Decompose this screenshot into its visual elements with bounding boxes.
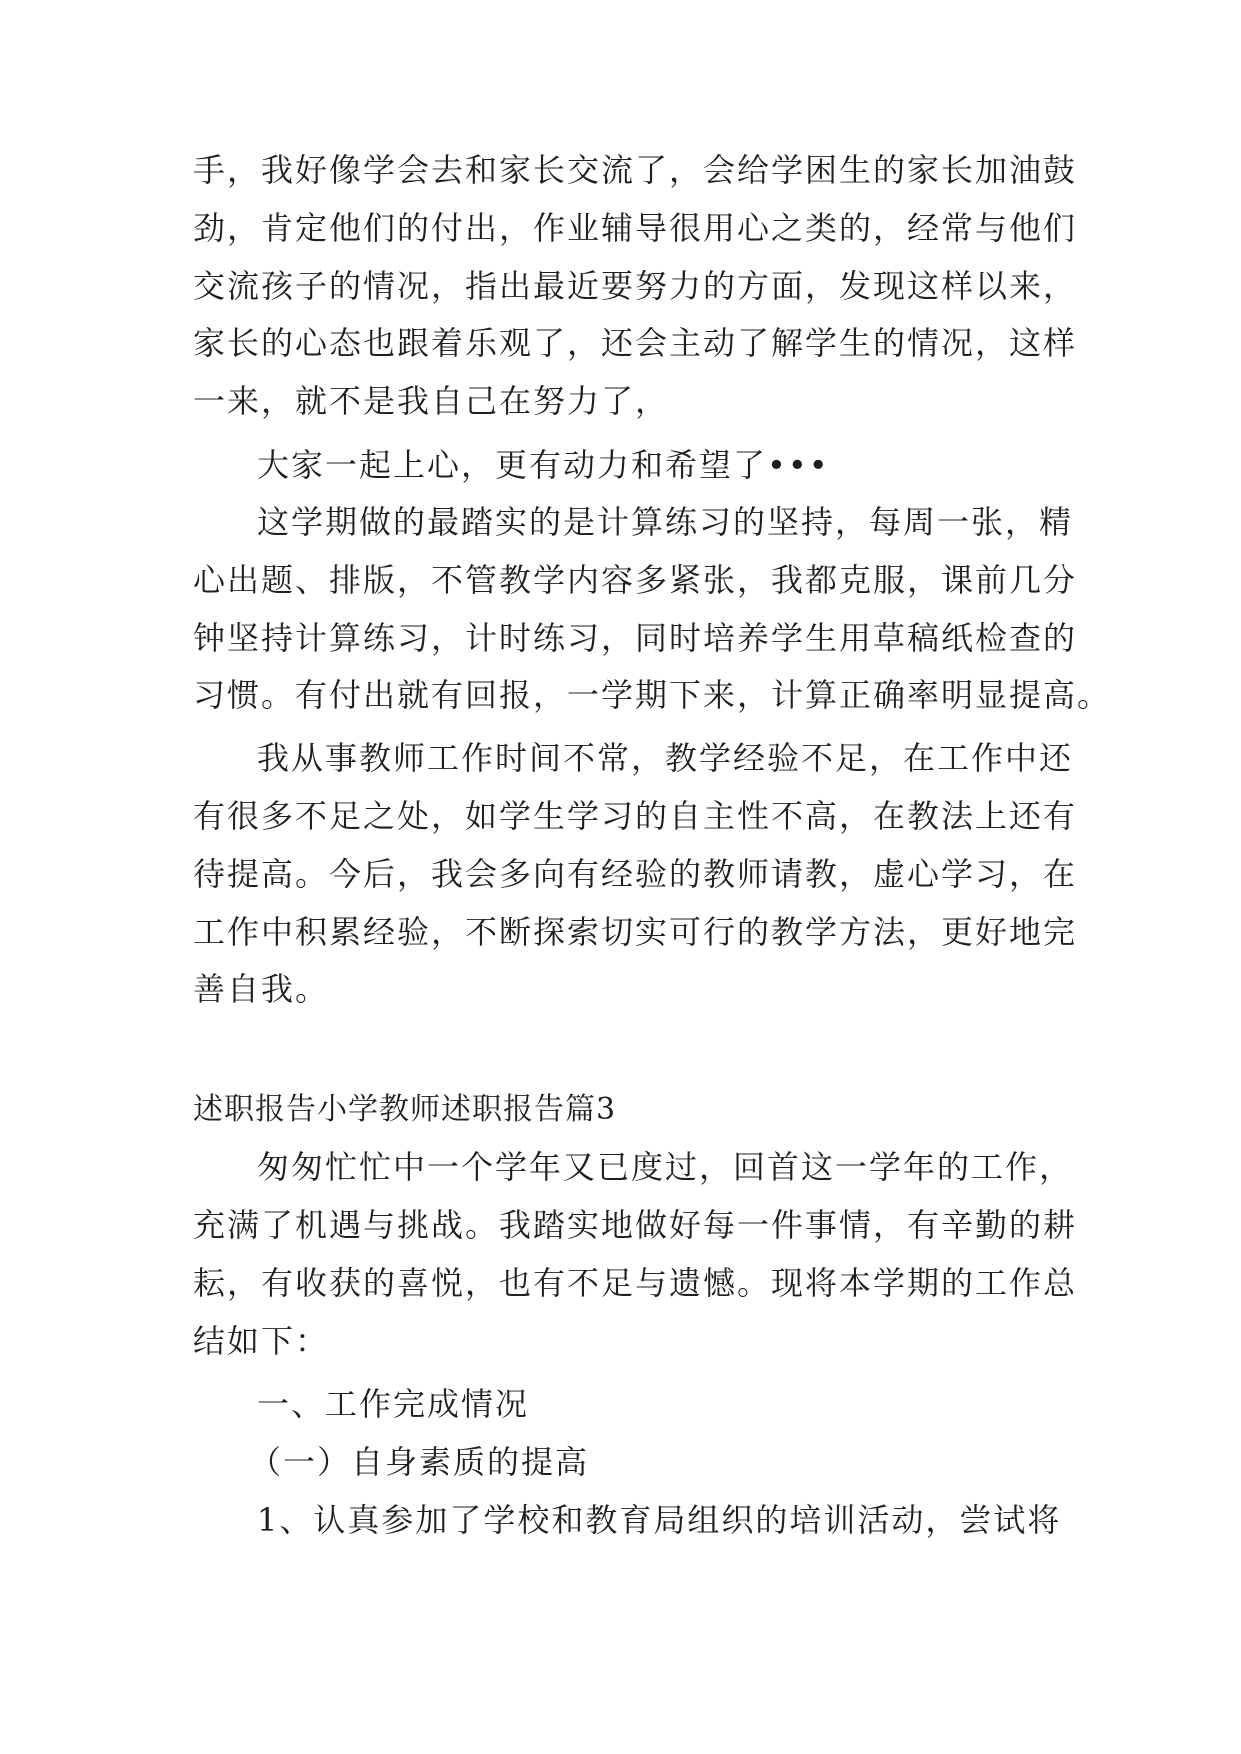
text-line: （一）自身素质的提高 [249, 1443, 590, 1481]
text-line: 这学期做的最踏实的是计算练习的坚持，每周一张，精 [257, 503, 1074, 541]
text-line: 家长的心态也跟着乐观了，还会主动了解学生的情况，这样 [193, 324, 1078, 362]
text-line: 我从事教师工作时间不常，教学经验不足，在工作中还 [257, 739, 1074, 777]
text-line: 耘，有收获的喜悦，也有不足与遗憾。现将本学期的工作总 [193, 1264, 1078, 1302]
text-line: 心出题、排版，不管教学内容多紧张，我都克服，课前几分 [193, 561, 1078, 599]
text-line: 习惯。有付出就有回报，一学期下来，计算正确率明显提高。 [193, 676, 1112, 714]
text-line: 劲，肯定他们的付出，作业辅导很用心之类的，经常与他们 [193, 209, 1078, 247]
text-line: 一、工作完成情况 [257, 1385, 530, 1423]
text-line: 1、认真参加了学校和教育局组织的培训活动，尝试将 [257, 1501, 1062, 1539]
text-line: 一来，就不是我自己在努力了， [193, 382, 670, 420]
text-line: 匆匆忙忙中一个学年又已度过，回首这一学年的工作， [257, 1148, 1074, 1186]
text-line: 大家一起上心，更有动力和希望了••• [257, 446, 830, 484]
section-heading: 述职报告小学教师述职报告篇3 [193, 1092, 617, 1127]
text-line: 待提高。今后，我会多向有经验的教师请教，虚心学习，在 [193, 855, 1078, 893]
text-line: 钟坚持计算练习，计时练习，同时培养学生用草稿纸检查的 [193, 619, 1078, 657]
text-line: 结如下： [193, 1322, 330, 1360]
text-line: 工作中积累经验，不断探索切实可行的教学方法，更好地完 [193, 913, 1078, 951]
text-line: 善自我。 [193, 970, 330, 1008]
text-line: 有很多不足之处，如学生学习的自主性不高，在教法上还有 [193, 797, 1078, 835]
text-line: 交流孩子的情况，指出最近要努力的方面，发现这样以来， [193, 267, 1078, 305]
text-line: 手，我好像学会去和家长交流了，会给学困生的家长加油鼓 [193, 151, 1078, 189]
text-line: 充满了机遇与挑战。我踏实地做好每一件事情，有辛勤的耕 [193, 1206, 1078, 1244]
